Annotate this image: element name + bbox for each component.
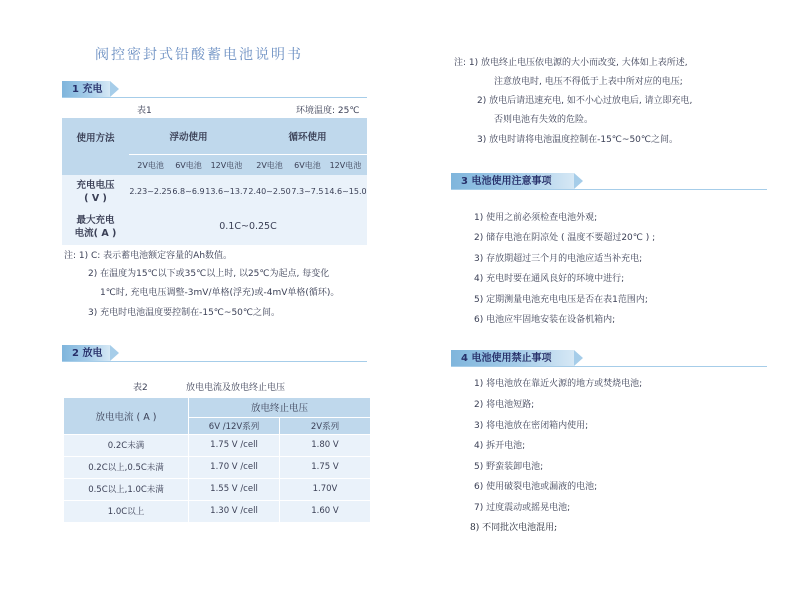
- charge-table: [62, 118, 367, 245]
- series-2v: 2V系列: [280, 417, 371, 434]
- note1-line: 注: 1) C: 表示蓄电池额定容量的Ah数值。: [64, 251, 233, 261]
- end-voltage-cell: 1.55 V /cell: [189, 478, 280, 500]
- battery-type: 2V电池: [248, 155, 291, 175]
- battery-type: 12V电池: [205, 155, 248, 175]
- max-current-value: 0.1C~0.25C: [129, 208, 367, 245]
- notice-item: 5) 定期测量电池充电电压是否在表1范围内;: [474, 295, 648, 305]
- voltage-cell: 13.6~13.7: [205, 175, 248, 208]
- discharge-table: [64, 398, 370, 522]
- note2-line: 注意放电时, 电压不得低于上表中所对应的电压;: [494, 77, 683, 87]
- end-voltage-cell: 1.75 V /cell: [189, 434, 280, 456]
- env-temperature: 环境温度: 25℃: [296, 106, 360, 116]
- end-voltage-cell: 1.70 V /cell: [189, 456, 280, 478]
- end-voltage-cell: 1.70V: [280, 478, 371, 500]
- note2-line: 3) 放电时请将电池温度控制在-15℃~50℃之间。: [477, 135, 679, 145]
- cycle-use-header: 循环使用: [248, 118, 367, 154]
- section-notices-header: [451, 173, 574, 190]
- prohibited-item: 4) 拆开电池;: [474, 441, 526, 451]
- battery-type: 12V电池: [324, 155, 367, 175]
- battery-type: 6V电池: [172, 155, 205, 175]
- notice-item: 6) 电池应牢固地安装在设备机箱内;: [474, 315, 616, 325]
- section-charge-header: [62, 81, 110, 98]
- float-use-header: 浮动使用: [129, 118, 248, 154]
- section-divider: [62, 361, 367, 362]
- voltage-cell: 2.40~2.50: [248, 175, 291, 208]
- notice-item: 2) 储存电池在阴凉处 ( 温度不要超过20℃ ) ;: [474, 233, 656, 243]
- battery-type: 6V电池: [291, 155, 324, 175]
- prohibited-item: 1) 将电池放在靠近火源的地方或焚烧电池;: [474, 379, 643, 389]
- table1-caption: 表1: [137, 106, 152, 116]
- note2-line: 2) 放电后请迅速充电, 如不小心过放电后, 请立即充电,: [477, 96, 693, 106]
- notice-item: 3) 存放期超过三个月的电池应适当补充电;: [474, 254, 643, 264]
- prohibited-item: 6) 使用破裂电池或漏液的电池;: [474, 482, 598, 492]
- voltage-cell: 14.6~15.0: [324, 175, 367, 208]
- note2-line: 注: 1) 放电终止电压依电源的大小而改变, 大体如上表所述,: [454, 58, 688, 68]
- note2-line: 否则电池有失效的危险。: [494, 115, 594, 125]
- prohibited-item: 8) 不同批次电池混用;: [470, 523, 558, 533]
- prohibited-item: 3) 将电池放在密闭箱内使用;: [474, 421, 589, 431]
- charge-voltage-label: 充电电压 ( V ): [62, 175, 129, 208]
- usage-method-header: 使用方法: [62, 118, 129, 155]
- voltage-cell: 6.8~6.9: [172, 175, 205, 208]
- section-discharge-title: 2 放电: [72, 348, 103, 359]
- current-range: 0.5C以上,1.0C未满: [64, 478, 189, 500]
- table2-caption: 表2: [133, 383, 148, 393]
- table2-title: 放电电流及放电终止电压: [186, 383, 286, 393]
- section-discharge-header: [62, 345, 110, 362]
- prohibited-item: 2) 将电池短路;: [474, 400, 535, 410]
- current-range: 1.0C以上: [64, 500, 189, 522]
- prohibited-item: 7) 过度震动或摇晃电池;: [474, 503, 571, 513]
- section-prohibited-title: 4 电池使用禁止事项: [461, 353, 552, 364]
- note1-line: 3) 充电时电池温度要控制在-15℃~50℃之间。: [88, 308, 281, 318]
- section-divider: [451, 366, 767, 367]
- prohibited-item: 5) 野蛮装卸电池;: [474, 462, 544, 472]
- notice-item: 4) 充电时要在通风良好的环境中进行;: [474, 274, 625, 284]
- battery-type: 2V电池: [129, 155, 172, 175]
- section-charge-title: 1 充电: [72, 84, 103, 95]
- section-divider: [451, 189, 767, 190]
- end-voltage-cell: 1.30 V /cell: [189, 500, 280, 522]
- current-range: 0.2C未满: [64, 434, 189, 456]
- series-6v-12v: 6V /12V系列: [189, 417, 280, 434]
- voltage-cell: 7.3~7.5: [291, 175, 324, 208]
- section-prohibited-header: [451, 350, 574, 367]
- notice-item: 1) 使用之前必须检查电池外观;: [474, 213, 598, 223]
- section-divider: [62, 97, 367, 98]
- section-notices-title: 3 电池使用注意事项: [461, 176, 552, 187]
- end-voltage-cell: 1.80 V: [280, 434, 371, 456]
- end-voltage-header: 放电终止电压: [189, 398, 371, 417]
- voltage-cell: 2.23~2.25: [129, 175, 172, 208]
- end-voltage-cell: 1.60 V: [280, 500, 371, 522]
- document-title: 阀控密封式铅酸蓄电池说明书: [95, 47, 303, 63]
- discharge-current-header: 放电电流 ( A ): [64, 398, 189, 434]
- current-range: 0.2C以上,0.5C未满: [64, 456, 189, 478]
- note1-line: 1℃时, 充电电压调整-3mV/单格(浮充)或-4mV单格(循环)。: [100, 288, 340, 298]
- end-voltage-cell: 1.75 V: [280, 456, 371, 478]
- note1-line: 2) 在温度为15℃以下或35℃以上时, 以25℃为起点, 每变化: [88, 269, 330, 279]
- max-current-label: 最大充电 电流( A ): [62, 208, 129, 245]
